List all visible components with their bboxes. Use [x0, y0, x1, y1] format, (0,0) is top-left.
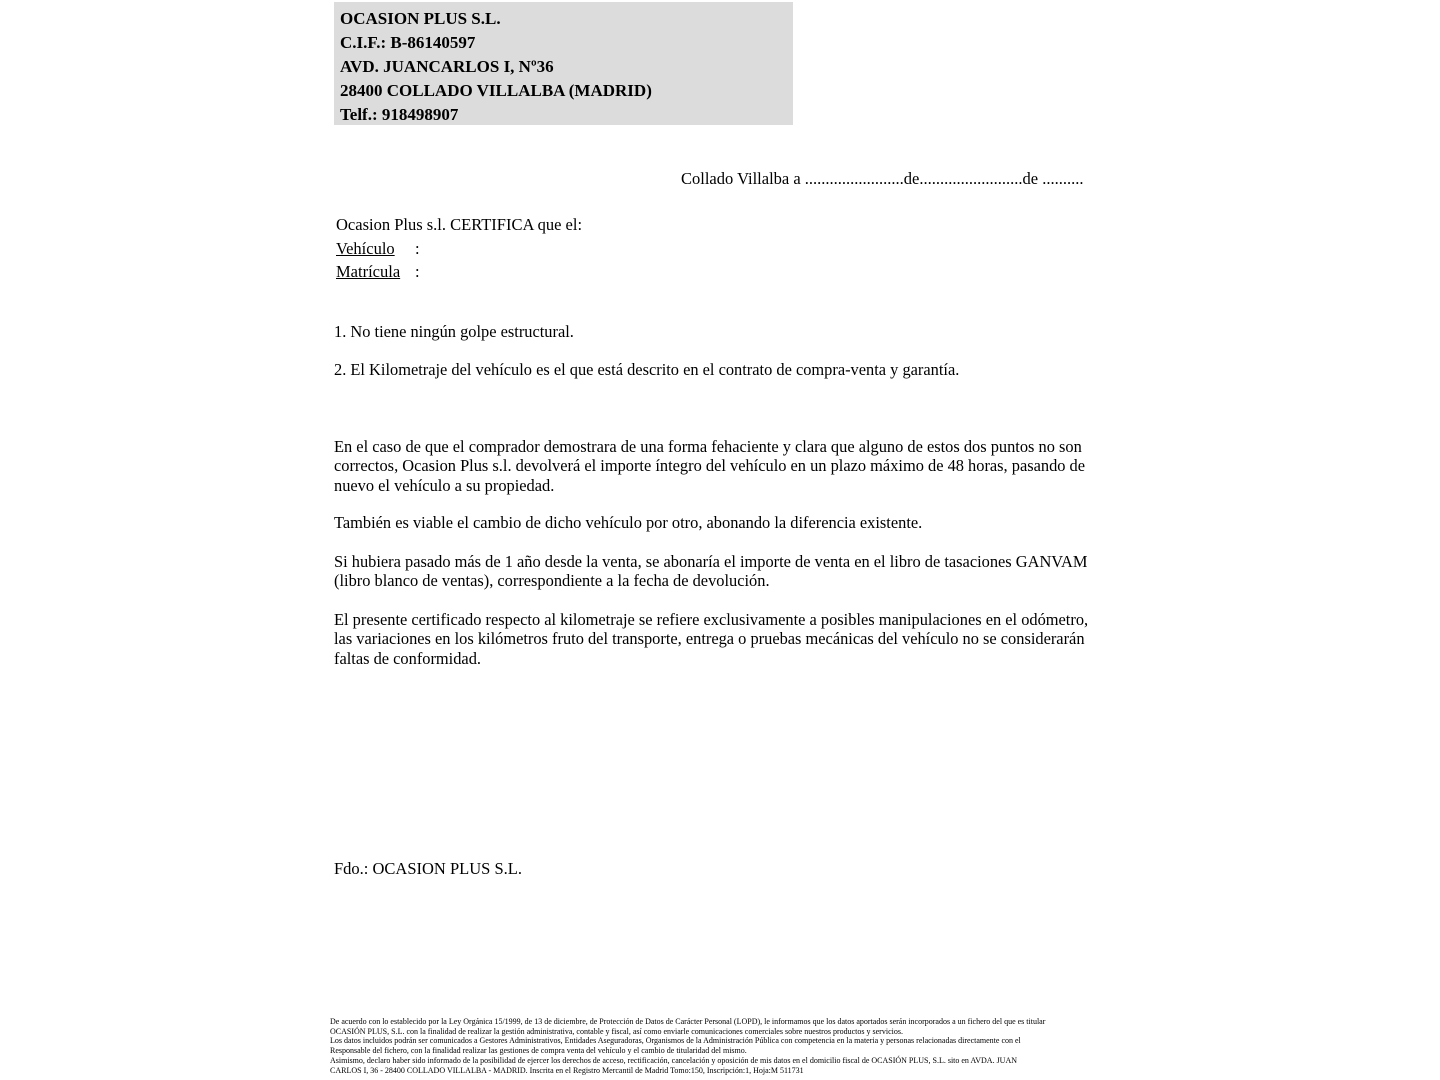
plate-colon: : [415, 262, 420, 281]
legal-line: Los datos incluidos podrán ser comunicados a Gestores Administrativos, Entidades Aseguradoras, Organismos de la Administración Pública con competencia en la materia y personas relacionadas directamente con el [330, 1036, 1021, 1046]
point-structural-damage: 1. No tiene ningún golpe estructural. [334, 322, 574, 341]
company-name: OCASION PLUS S.L. [340, 9, 501, 28]
company-cif: C.I.F.: B-86140597 [340, 33, 476, 52]
plate-label-wrap [336, 260, 415, 284]
date-fill-line: Collado Villalba a ........................de.........................de .......... [681, 169, 1084, 188]
vehicle-colon: : [415, 238, 420, 258]
company-address: AVD. JUANCARLOS I, Nº36 [340, 57, 554, 76]
certifica-intro: Ocasion Plus s.l. CERTIFICA que el: [336, 215, 583, 234]
legal-line: Responsable del fichero, con la finalidad realizar las gestiones de compra venta del vehículo y el cambio de titularidad del mismo. [330, 1046, 747, 1056]
vehicle-label-wrap [336, 237, 415, 261]
vehicle-row [336, 237, 582, 261]
plate-row [336, 260, 582, 284]
paragraph-exchange-option: También es viable el cambio de dicho vehículo por otro, abonando la diferencia existente. [334, 513, 923, 532]
paragraph-odometer-disclaimer: El presente certificado respecto al kilometraje se refiere exclusivamente a posibles manipulaciones en el odómetro, las variaciones en los kilómetros fruto del transporte, entrega o pruebas mecánicas del vehículo no se considerarán faltas de conformidad. [334, 610, 1089, 668]
company-letterhead-box [334, 2, 793, 125]
company-city: 28400 COLLADO VILLALBA (MADRID) [340, 81, 652, 100]
vehicle-label: Vehículo [336, 238, 395, 258]
legal-line: OCASIÓN PLUS, S.L. con la finalidad de realizar la gestión administrativa, contable y fiscal, así como enviarle comunicaciones comerciales sobre nuestros productos y servicios. [330, 1026, 903, 1036]
legal-line: CARLOS I, 36 - 28400 COLLADO VILLALBA - MADRID. Inscrita en el Registro Mercantil de Madrid Tomo:150, Inscripción:1, Hoja:M 511731 [330, 1065, 804, 1075]
plate-label: Matrícula [336, 262, 401, 281]
company-phone: Telf.: 918498907 [340, 105, 459, 124]
paragraph-ganvam-valuation: Si hubiera pasado más de 1 año desde la venta, se abonaría el importe de venta en el libro de tasaciones GANVAM (libro blanco de ventas), correspondiente a la fecha de devolución. [334, 552, 1088, 591]
legal-line: Asimismo, declaro haber sido informado de la posibilidad de ejercer los derechos de acceso, rectificación, cancelación y oposición de mis datos en el domicilio fiscal de OCASIÓN PLUS, S.L. sito en AVDA. JUAN [330, 1055, 1018, 1065]
legal-small-print [330, 1017, 1045, 1075]
point-mileage: 2. El Kilometraje del vehículo es el que está descrito en el contrato de compra-venta y garantía. [334, 360, 960, 379]
paragraph-refund-terms: En el caso de que el comprador demostrara de una forma fehaciente y clara que alguno de estos dos puntos no son correctos, Ocasion Plus s.l. devolverá el importe íntegro del vehículo en un plazo máximo de 48 horas, pasando de nuevo el vehículo a su propiedad. [334, 437, 1086, 495]
signature-line: Fdo.: OCASION PLUS S.L. [334, 859, 522, 878]
certification-block [336, 213, 582, 284]
legal-line: De acuerdo con lo establecido por la Ley Orgánica 15/1999, de 13 de diciembre, de Protección de Datos de Carácter Personal (LOPD), le informamos que los datos aportados serán incorporados a un fichero del que es titular [330, 1017, 1046, 1026]
